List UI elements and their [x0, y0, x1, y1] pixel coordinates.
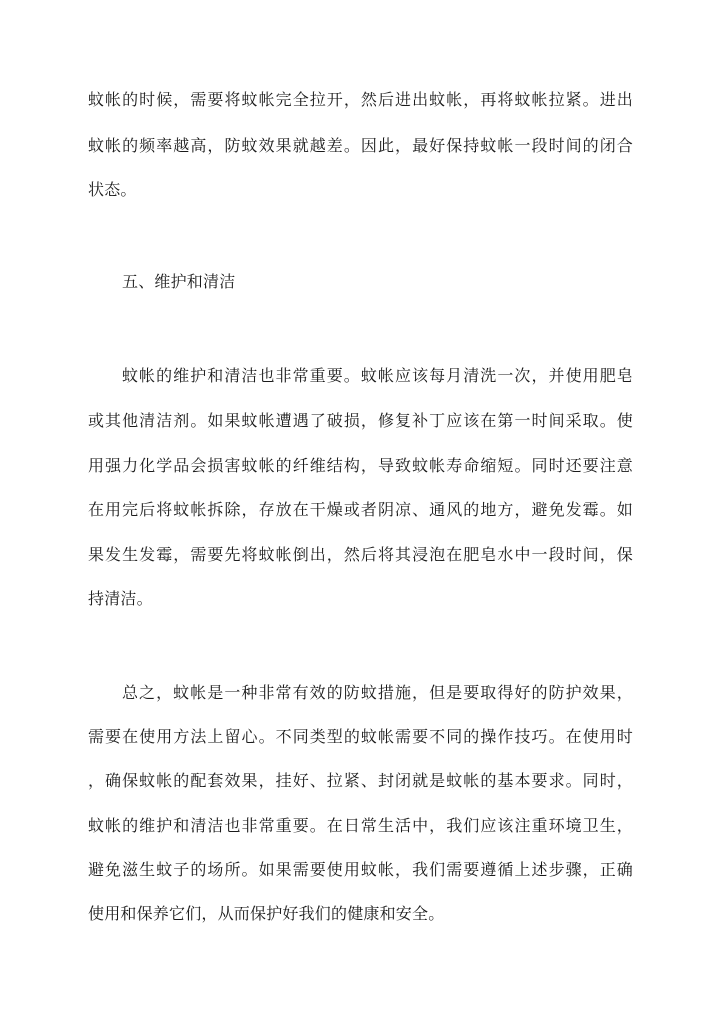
- paragraph-2-line-3: 用强力化学品会损害蚊帐的纤维结构，导致蚊帐寿命缩短。同时还要注意: [88, 456, 633, 475]
- paragraph-1-line-2: 蚊帐的频率越高，防蚊效果就越差。因此，最好保持蚊帐一段时间的闭合: [88, 136, 633, 155]
- paragraph-2-line-6: 持清洁。: [88, 589, 153, 608]
- paragraph-1-line-3: 状态。: [88, 180, 137, 199]
- section-heading: 五、维护和清洁: [122, 272, 236, 291]
- paragraph-1-line-1: 蚊帐的时候，需要将蚊帐完全拉开，然后进出蚊帐，再将蚊帐拉紧。进出: [88, 90, 633, 109]
- paragraph-3-line-2: 需要在使用方法上留心。不同类型的蚊帐需要不同的操作技巧。在使用时: [88, 727, 633, 746]
- paragraph-3-line-1: 总之，蚊帐是一种非常有效的防蚊措施，但是要取得好的防护效果，: [122, 683, 633, 702]
- paragraph-3-line-3: ，确保蚊帐的配套效果，挂好、拉紧、封闭就是蚊帐的基本要求。同时，: [88, 771, 633, 790]
- paragraph-2-line-5: 果发生发霉，需要先将蚊帐倒出，然后将其浸泡在肥皂水中一段时间，保: [88, 545, 633, 564]
- paragraph-3-line-4: 蚊帐的维护和清洁也非常重要。在日常生活中，我们应该注重环境卫生，: [88, 816, 633, 835]
- paragraph-2-line-4: 在用完后将蚊帐拆除，存放在干燥或者阴凉、通风的地方，避免发霉。如: [88, 500, 633, 519]
- paragraph-3-line-6: 使用和保养它们，从而保护好我们的健康和安全。: [88, 904, 445, 923]
- paragraph-2-line-1: 蚊帐的维护和清洁也非常重要。蚊帐应该每月清洗一次，并使用肥皂: [122, 366, 633, 385]
- paragraph-2-line-2: 或其他清洁剂。如果蚊帐遭遇了破损，修复补丁应该在第一时间采取。使: [88, 411, 633, 430]
- paragraph-3-line-5: 避免滋生蚊子的场所。如果需要使用蚊帐，我们需要遵循上述步骤，正确: [88, 860, 633, 879]
